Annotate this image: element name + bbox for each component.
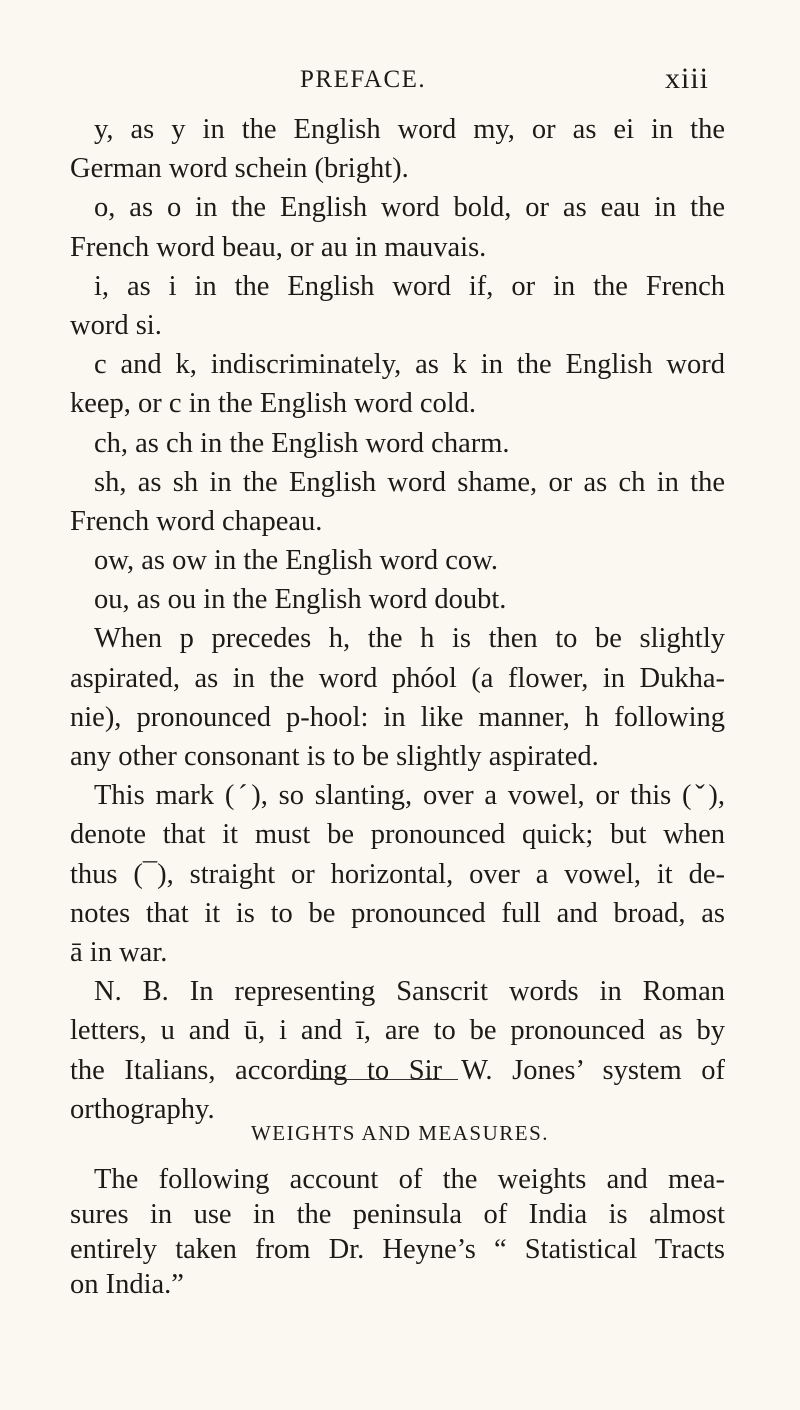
text-line: notes that it is to be pronounced full and broad, as [70, 897, 725, 929]
running-head [0, 58, 800, 98]
text-line: aspirated, as in the word phóol (a flower, in Dukha- [70, 662, 725, 694]
text-line: keep, or c in the English word cold. [70, 388, 477, 420]
text-line: letters, u and ū, i and ī, are to be pronounced as by [70, 1015, 725, 1047]
text-line: French word beau, or au in mauvais. [70, 231, 487, 263]
text-line: sh, as sh in the English word shame, or as ch in the [94, 466, 725, 498]
text-line: o, as o in the English word bold, or as eau in the [94, 192, 725, 224]
text-line: This mark (ˊ), so slanting, over a vowel, or this (ˇ), [94, 780, 725, 812]
text-line: N. B. In representing Sanscrit words in Roman [94, 976, 725, 1008]
text-line: French word chapeau. [70, 505, 323, 537]
text-line: ou, as ou in the English word doubt. [94, 584, 507, 616]
text-line: When p precedes h, the h is then to be slightly [94, 623, 725, 655]
text-line: ā in war. [70, 936, 168, 968]
text-line: y, as y in the English word my, or as ei in the [94, 114, 725, 145]
preface-text [70, 110, 725, 1129]
text-line: the Italians, according to Sir W. Jones’ system of [70, 1054, 725, 1086]
text-line: nie), pronounced p-hool: in like manner, h following [70, 701, 725, 733]
text-line: denote that it must be pronounced quick; but when [70, 819, 725, 851]
text-line: i, as i in the English word if, or in the French [94, 270, 725, 302]
section-divider [310, 1079, 458, 1080]
text-line: orthography. [70, 1093, 215, 1125]
text-line: German word schein (bright). [70, 153, 409, 185]
text-line: ch, as ch in the English word charm. [94, 427, 510, 459]
text-line: sures in use in the peninsula of India is almost [70, 1199, 725, 1230]
text-line: thus (¯), straight or horizontal, over a vowel, it de- [70, 858, 725, 890]
text-line: ow, as ow in the English word cow. [94, 545, 498, 577]
section-heading: WEIGHTS AND MEASURES. [250, 1121, 550, 1145]
text-line: any other consonant is to be slightly aspirated. [70, 741, 599, 772]
running-title: PREFACE. [300, 66, 427, 93]
text-line: on India.” [70, 1269, 184, 1300]
section-text [70, 1162, 725, 1302]
text-line: entirely taken from Dr. Heyne’s “ Statistical Tracts [70, 1234, 725, 1265]
text-line: c and k, indiscriminately, as k in the English word [94, 349, 725, 381]
page-number: xiii [665, 62, 710, 95]
text-line: The following account of the weights and mea- [94, 1164, 725, 1195]
text-line: word si. [70, 309, 162, 341]
